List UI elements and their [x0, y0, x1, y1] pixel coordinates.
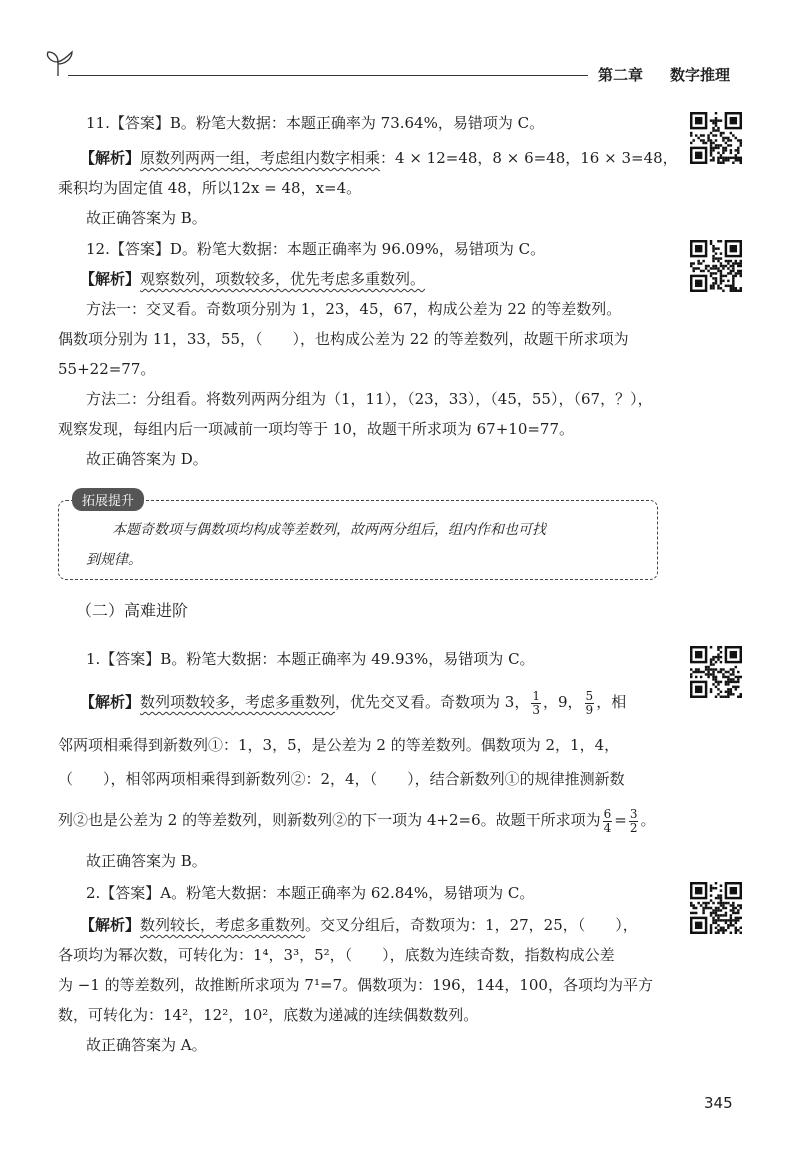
h1-analysis-d: 列②也是公差为 2 的等差数列，则新数列②的下一项为 4+2=6。故题干所求项为 $\frac{6}{4}$ = $\frac{3}{2}$ 。: [58, 806, 656, 835]
fraction: $\frac{1}{3}$: [532, 688, 540, 717]
fraction: $\frac{3}{2}$: [629, 806, 638, 835]
tip-label: 拓展提升: [72, 488, 144, 511]
wavy-note: 观察数列，项数较多，优先考虑多重数列。: [140, 270, 426, 288]
q11-analysis: [80, 143, 680, 173]
h2-analysis-a: [80, 910, 680, 940]
fraction: $\frac{5}{9}$: [585, 688, 594, 717]
h1-analysis-b: 邻两项相乘得到新数列①：1，3，5，是公差为 2 的等差数列。偶数项为 2，1，4，: [58, 736, 620, 754]
qr-code-icon[interactable]: [690, 240, 742, 292]
wavy-note: 数列较长，考虑多重数列: [140, 916, 306, 934]
qr-code-icon[interactable]: [690, 646, 742, 698]
h2-analysis-b: 各项均为幂次数，可转化为：1⁴，3³，5²，（ ），底数为连续奇数，指数构成公差: [58, 946, 615, 964]
analysis-text: 。交叉分组后，奇数项为：1，27，25，（ ），: [305, 916, 638, 934]
wavy-note: 原数列两两一组，考虑组内数字相乘: [140, 149, 381, 167]
h1-analysis-c: （ ），相邻两项相乘得到新数列②：2，4，（ ），结合新数列①的规律推测新数: [58, 770, 625, 788]
h1-answer-line: 1.【答案】B。粉笔大数据：本题正确率为 49.93%，易错项为 C。: [86, 650, 535, 668]
q11-conclusion: 故正确答案为 B。: [86, 209, 207, 227]
header-chapter: 第二章: [598, 66, 644, 84]
analysis-tag: 【解析】: [80, 693, 141, 711]
analysis-text: ，优先交叉看。奇数项为 3，: [335, 693, 530, 711]
tip-line2: 到规律。: [86, 552, 142, 568]
h1-conclusion: 故正确答案为 B。: [86, 852, 207, 870]
h2-analysis-d: 数，可转化为：14²，12²，10²，底数为递减的连续偶数数列。: [58, 1006, 479, 1024]
q12-method1-b: 偶数项分别为 11，33，55，（ ），也构成公差为 22 的等差数列，故题干所求项为: [58, 330, 629, 348]
h2-answer-line: 2.【答案】A。粉笔大数据：本题正确率为 62.84%，易错项为 C。: [86, 884, 535, 902]
analysis-text: ，相: [596, 693, 627, 711]
header-title: 数字推理: [670, 66, 731, 84]
section-title: （二）高难进阶: [76, 601, 189, 620]
analysis-tag: 【解析】: [80, 149, 141, 167]
q12-answer-line: 12.【答案】D。粉笔大数据：本题正确率为 96.09%，易错项为 C。: [86, 240, 546, 258]
h2-analysis-c: 为 −1 的等差数列，故推断所求项为 7¹=7。偶数项为：196，144，100，各项均为平方: [58, 976, 653, 994]
qr-code-icon[interactable]: [690, 882, 742, 934]
page-number: 345: [704, 1094, 733, 1112]
wavy-note: 数列项数较多，考虑多重数列: [140, 693, 336, 711]
analysis-tag: 【解析】: [80, 916, 141, 934]
q12-method2-a: 方法二：分组看。将数列两两分组为（1，11），（23，33），（45，55），（67，？），: [86, 390, 653, 408]
q12-method1-a: 方法一：交叉看。奇数项分别为 1，23，45，67，构成公差为 22 的等差数列。: [86, 300, 622, 318]
qr-code-icon[interactable]: [690, 112, 742, 164]
analysis-text: ：4 × 12=48，8 × 6=48，16 × 3=48，: [380, 149, 678, 167]
h2-conclusion: 故正确答案为 A。: [86, 1036, 207, 1054]
q12-analysis: [80, 264, 680, 294]
fraction: $\frac{6}{4}$: [603, 806, 612, 835]
q12-method2-b: 观察发现，每组内后一项减前一项均等于 10，故题干所求项为 67+10=77。: [58, 420, 575, 438]
analysis-text: ，9，: [543, 693, 583, 711]
q11-analysis-line2: 乘积均为固定值 48，所以12x = 48，x=4。: [58, 179, 362, 197]
q12-conclusion: 故正确答案为 D。: [86, 450, 208, 468]
q11-answer-line: 11.【答案】B。粉笔大数据：本题正确率为 73.64%，易错项为 C。: [86, 114, 545, 132]
analysis-tag: 【解析】: [80, 270, 141, 288]
q12-method1-c: 55+22=77。: [58, 360, 156, 378]
h1-analysis-a: [80, 686, 680, 718]
header-rule: [68, 75, 588, 76]
tip-line1: 本题奇数项与偶数项均构成等差数列，故两两分组后，组内作和也可找: [112, 522, 546, 538]
